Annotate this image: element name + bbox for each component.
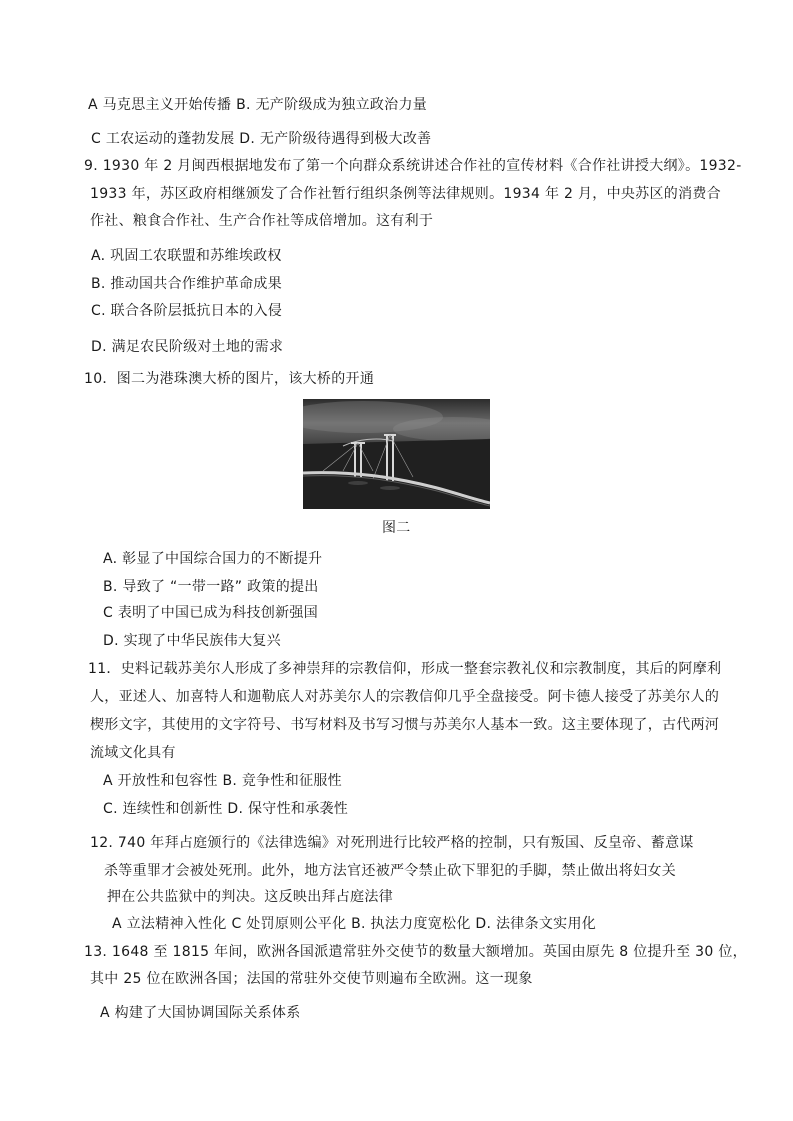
q11-stem-line3: 楔形文字，其使用的文字符号、书写材料及书写习惯与苏美尔人基本一致。这主要体现了，古代两河: [90, 717, 720, 733]
q10-option-b: B. 导致了 “一带一路” 政策的提出: [103, 579, 319, 595]
bridge-photo: [303, 399, 490, 509]
q9-stem-line1: 9. 1930 年 2 月闽西根据地发布了第一个向群众系统讲述合作社的宣传材料《合作社讲授大纲》。1932-: [84, 158, 742, 174]
q12-options: A 立法精神入性化 C 处罚原则公平化 B. 执法力度宽松化 D. 法律条文实用化: [112, 916, 597, 932]
q9-option-a: A. 巩固工农联盟和苏维埃政权: [91, 248, 282, 264]
q12-stem-line1: 12. 740 年拜占庭颁行的《法律选编》对死刑进行比较严格的控制，只有叛国、反皇帝、蓄意谋: [90, 835, 694, 851]
q9-option-c: C. 联合各阶层抵抗日本的入侵: [91, 303, 283, 319]
q13-option-a: A 构建了大国协调国际关系体系: [100, 1005, 301, 1021]
q12-stem-line2: 杀等重罪才会被处死刑。此外，地方法官还被严令禁止砍下罪犯的手脚，禁止做出将妇女关: [104, 863, 676, 879]
q12-stem-line3: 押在公共监狱中的判决。这反映出拜占庭法律: [107, 889, 393, 905]
q9-option-d: D. 满足农民阶级对土地的需求: [91, 339, 284, 355]
q9-option-b: B. 推动国共合作维护革命成果: [91, 276, 283, 292]
bridge-illustration: [303, 399, 490, 509]
q10-option-c: C 表明了中国已成为科技创新强国: [103, 605, 319, 621]
q11-options-cd: C. 连续性和创新性 D. 保守性和承袭性: [103, 801, 349, 817]
figure-caption: 图二: [382, 520, 411, 536]
q10-stem: 10．图二为港珠澳大桥的图片，该大桥的开通: [84, 371, 375, 387]
q11-stem-line1: 11．史料记载苏美尔人形成了多神崇拜的宗教信仰，形成一整套宗教礼仪和宗教制度，其后的阿摩利: [88, 661, 722, 677]
q13-stem-line2: 其中 25 位在欧洲各国；法国的常驻外交使节则遍布全欧洲。这一现象: [90, 971, 533, 987]
q13-stem-line1: 13. 1648 至 1815 年间，欧洲各国派遣常驻外交使节的数量大额增加。英国由原先 8 位提升至 30 位，: [84, 944, 747, 960]
q11-options-ab: A 开放性和包容性 B. 竞争性和征服性: [103, 773, 342, 789]
q8-options-cd: C 工农运动的蓬勃发展 D. 无产阶级待遇得到极大改善: [91, 131, 432, 147]
q10-option-a: A. 彰显了中国综合国力的不断提升: [103, 551, 323, 567]
q9-stem-line2: 1933 年，苏区政府相继颁发了合作社暂行组织条例等法律规则。1934 年 2 月，中央苏区的消费合: [90, 186, 721, 202]
q8-options-ab: A 马克思主义开始传播 B. 无产阶级成为独立政治力量: [88, 97, 428, 113]
q11-stem-line4: 流域文化具有: [90, 745, 176, 761]
q11-stem-line2: 人，亚述人、加喜特人和迦勒底人对苏美尔人的宗教信仰几乎全盘接受。阿卡德人接受了苏美尔人的: [90, 689, 720, 705]
q9-stem-line3: 作社、粮食合作社、生产合作社等成倍增加。这有利于: [90, 213, 434, 229]
q10-option-d: D. 实现了中华民族伟大复兴: [103, 633, 281, 649]
